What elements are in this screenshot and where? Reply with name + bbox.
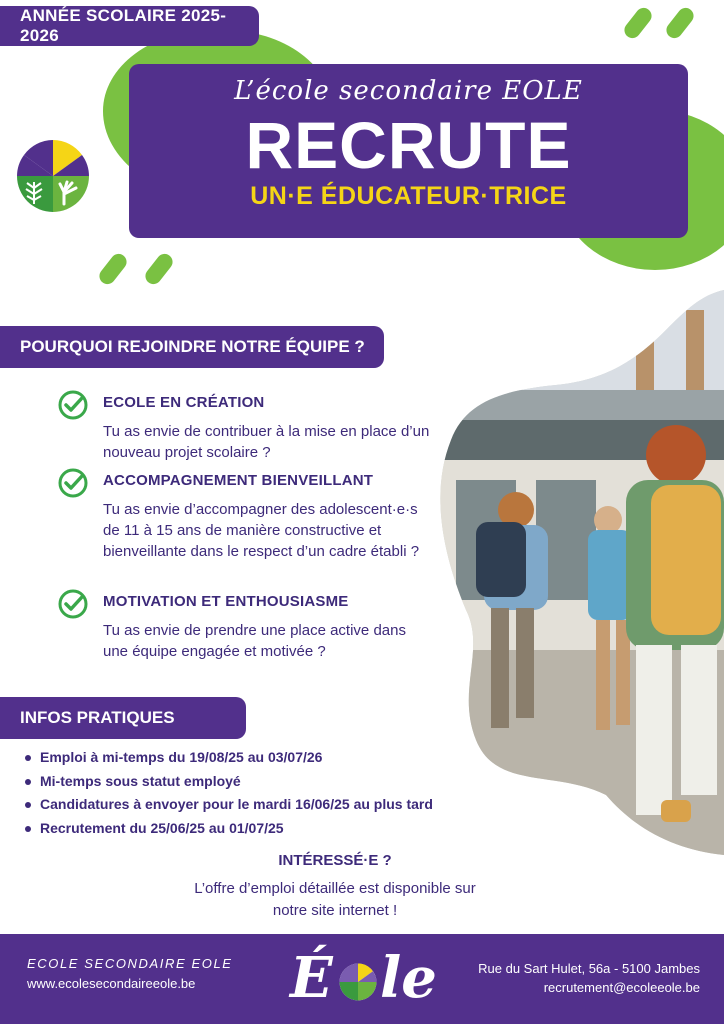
footer-address: Rue du Sart Hulet, 56a - 5100 Jambes	[478, 961, 700, 976]
footer-email-link[interactable]: recrutement@ecoleeole.be	[543, 980, 700, 995]
benefit-description: Tu as envie de contribuer à la mise en place d’un nouveau projet scolaire ?	[103, 423, 430, 461]
footer-website-link[interactable]: www.ecolesecondaireeole.be	[27, 976, 196, 991]
check-circle-icon	[57, 467, 89, 499]
green-dash	[663, 5, 697, 42]
footer-school-name: ECOLE SECONDAIRE EOLE	[27, 956, 233, 971]
green-dash	[96, 251, 130, 288]
school-emblem-icon	[14, 138, 92, 214]
why-join-heading: POURQUOI REJOINDRE NOTRE ÉQUIPE ?	[0, 326, 384, 368]
check-circle-icon	[57, 588, 89, 620]
benefit-description: Tu as envie de prendre une place active dans une équipe engagée et motivée ?	[103, 622, 406, 660]
green-dash	[142, 251, 176, 288]
interested-title: INTÉRESSÉ·E ?	[278, 852, 392, 869]
footer-emblem-icon	[338, 962, 378, 1002]
benefit-title: ACCOMPAGNEMENT BIENVEILLANT	[103, 472, 374, 489]
school-name-line: L’école secondaire EOLE	[234, 76, 583, 106]
interested-text: L’offre d’emploi détaillée est disponible sur notre site internet !	[194, 880, 476, 919]
infos-list	[22, 746, 522, 840]
list-item: Mi-temps sous statut employé	[22, 770, 522, 794]
footer	[0, 934, 724, 1024]
check-circle-icon	[57, 389, 89, 421]
list-item: Candidatures à envoyer pour le mardi 16/06/25 au plus tard	[22, 793, 522, 817]
list-item: Recrutement du 25/06/25 au 01/07/25	[22, 817, 522, 841]
benefit-title: MOTIVATION ET ENTHOUSIASME	[103, 593, 349, 610]
infos-heading: INFOS PRATIQUES	[0, 697, 246, 739]
job-role: UN·E ÉDUCATEUR·TRICE	[250, 182, 567, 210]
header-box	[129, 64, 688, 238]
green-dash	[621, 5, 655, 42]
headline: RECRUTE	[245, 108, 572, 182]
footer-logo-letter: É	[290, 945, 333, 1011]
benefit-title: ECOLE EN CRÉATION	[103, 394, 265, 411]
footer-logo	[288, 942, 438, 1014]
list-item: Emploi à mi-temps du 19/08/25 au 03/07/26	[22, 746, 522, 770]
school-year-tab: ANNÉE SCOLAIRE 2025-2026	[0, 6, 259, 46]
footer-logo-letters: le	[380, 945, 437, 1011]
benefit-description: Tu as envie d’accompagner des adolescent·e·s de 11 à 15 ans de manière constructive et bienveillante dans le respect d’un cadre établi ?	[103, 501, 420, 560]
